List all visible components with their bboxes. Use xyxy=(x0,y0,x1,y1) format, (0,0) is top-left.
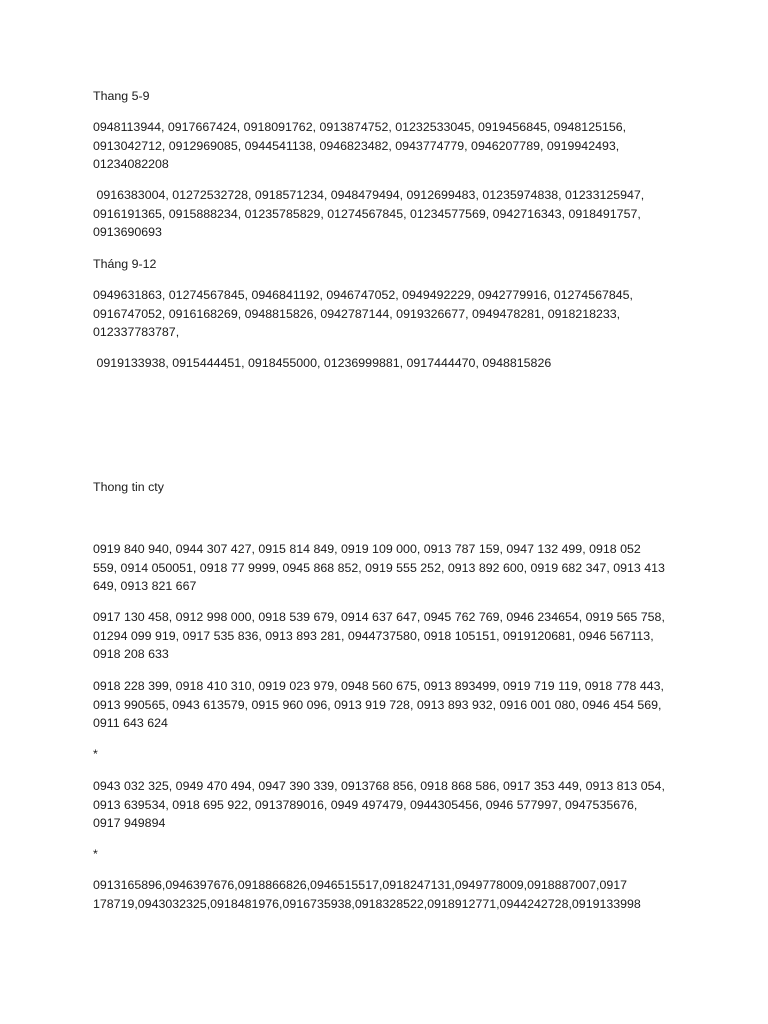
heading-thong-tin-cty: Thong tin cty xyxy=(93,480,164,494)
separator-asterisk: * xyxy=(93,747,98,761)
separator-asterisk: * xyxy=(93,847,98,861)
phone-list-paragraph: 0917 130 458, 0912 998 000, 0918 539 679, 0914 637 647, 0945 762 769, 0946 234654, 0919 565 758, 01294 099 919, 0917 535 836, 0913 893 281, 0944737580, 0918 105151, 0919120681, 0946 567113, 0918 208 633 xyxy=(93,610,665,662)
phone-list-paragraph: 0948113944, 0917667424, 0918091762, 0913874752, 01232533045, 0919456845, 0948125156, 0913042712, 0912969085, 0944541138, 0946823482, 0943774779, 0946207789, 0919942493, 01234082208 xyxy=(93,120,627,172)
phone-list-paragraph: 0919 840 940, 0944 307 427, 0915 814 849, 0919 109 000, 0913 787 159, 0947 132 499, 0918 052 559, 0914 050051, 0918 77 9999, 0945 868 852, 0919 555 252, 0913 892 600, 0919 682 347, 0913 413 649, 0913 821 667 xyxy=(93,542,665,594)
phone-list-paragraph: 0943 032 325, 0949 470 494, 0947 390 339, 0913768 856, 0918 868 586, 0917 353 449, 0913 813 054, 0913 639534, 0918 695 922, 0913789016, 0949 497479, 0944305456, 0946 577997, 0947535676, 0917 949894 xyxy=(93,779,665,831)
heading-thang-9-12: Tháng 9-12 xyxy=(93,257,157,271)
phone-list-paragraph: 0916383004, 01272532728, 0918571234, 0948479494, 0912699483, 01235974838, 01233125947, 0916191365, 0915888234, 01235785829, 01274567845, 01234577569, 0942716343, 0918491757, 0913690693 xyxy=(93,188,648,240)
phone-list-paragraph: 0913165896,0946397676,0918866826,0946515517,0918247131,0949778009,0918887007,0917 178719,0943032325,0918481976,0916735938,0918328522,0918912771,0944242728,0919133998 xyxy=(93,878,641,911)
phone-list-paragraph: 0919133938, 0915444451, 0918455000, 01236999881, 0917444470, 0948815826 xyxy=(93,356,552,370)
heading-thang-5-9: Thang 5-9 xyxy=(93,89,150,103)
phone-list-paragraph: 0949631863, 01274567845, 0946841192, 0946747052, 0949492229, 0942779916, 01274567845, 0916747052, 0916168269, 0948815826, 0942787144, 0919326677, 0949478281, 0918218233, 012337783787, xyxy=(93,288,633,340)
phone-list-paragraph: 0918 228 399, 0918 410 310, 0919 023 979, 0948 560 675, 0913 893499, 0919 719 119, 0918 778 443, 0913 990565, 0943 613579, 0915 960 096, 0913 919 728, 0913 893 932, 0916 001 080, 0946 454 569, 0911 643 624 xyxy=(93,679,664,731)
